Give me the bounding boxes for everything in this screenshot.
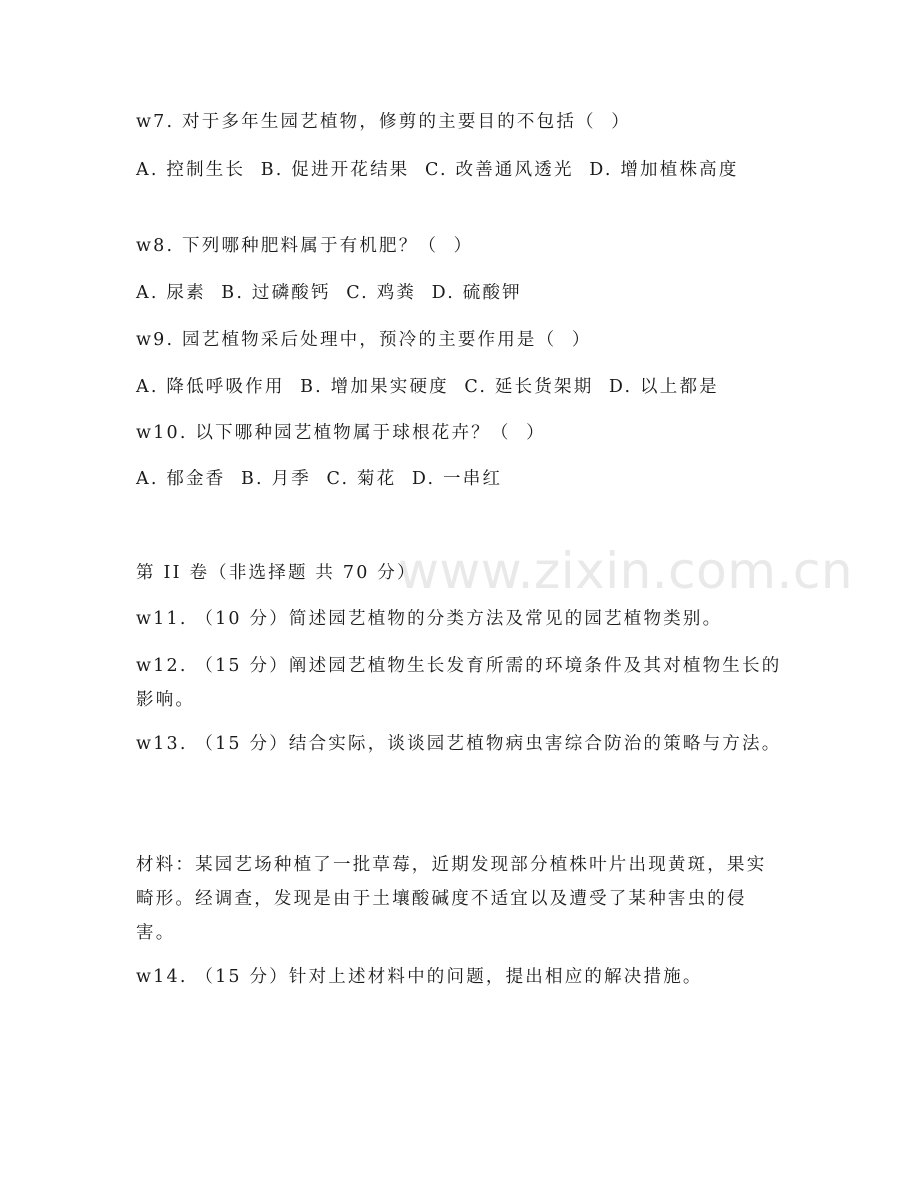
question-10-options: A. 郁金香 B. 月季 C. 菊花 D. 一串红	[136, 469, 503, 489]
question-10-stem: w10. 以下哪种园艺植物属于球根花卉？（ ）	[136, 423, 546, 443]
material-paragraph: 材料：某园艺场种植了一批草莓，近期发现部分植株叶片出现黄斑，果实畸形。经调查，发现是由于土壤酸碱度不适宜以及遭受了某种害虫的侵害。	[136, 855, 767, 943]
section-2-title: 第 II 卷（非选择题 共 70 分）	[136, 563, 417, 583]
question-7-stem: w7. 对于多年生园艺植物，修剪的主要目的不包括（ ）	[136, 112, 631, 132]
question-8-options: A. 尿素 B. 过磷酸钙 C. 鸡粪 D. 硫酸钾	[136, 283, 522, 303]
question-7-options: A. 控制生长 B. 促进开花结果 C. 改善通风透光 D. 增加植株高度	[136, 160, 739, 180]
question-12: w12. （15 分）阐述园艺植物生长发育所需的环境条件及其对植物生长的影响。	[136, 656, 782, 710]
question-8-stem: w8. 下列哪种肥料属于有机肥？（ ）	[136, 236, 474, 256]
question-11: w11. （10 分）简述园艺植物的分类方法及常见的园艺植物类别。	[136, 609, 723, 629]
question-14: w14. （15 分）针对上述材料中的问题，提出相应的解决措施。	[136, 967, 703, 987]
question-9-stem: w9. 园艺植物采后处理中，预冷的主要作用是（ ）	[136, 330, 592, 350]
question-13: w13. （15 分）结合实际，谈谈园艺植物病虫害综合防治的策略与方法。	[136, 734, 782, 754]
question-9-options: A. 降低呼吸作用 B. 增加果实硬度 C. 延长货架期 D. 以上都是	[136, 377, 719, 397]
watermark-text: www.zixin.com.cn	[398, 542, 854, 600]
